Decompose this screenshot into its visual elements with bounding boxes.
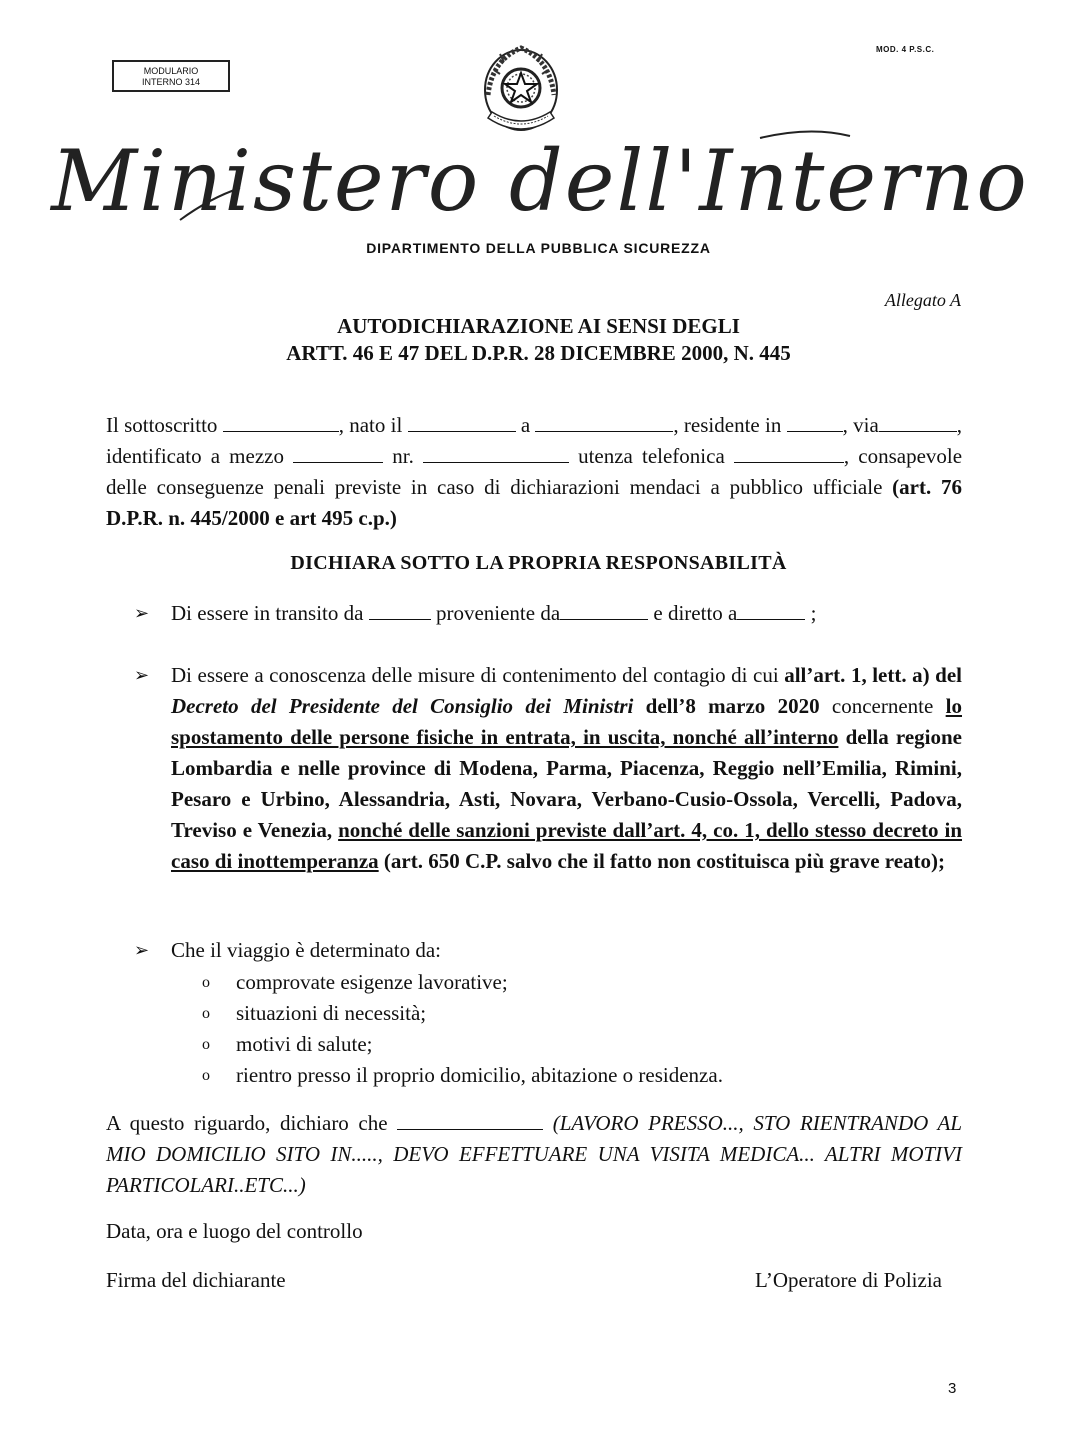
statement-examples: (LAVORO PRESSO..., STO RIENTRANDO AL MIO DOMICILIO SITO IN....., DEVO EFFETTUARE UNA VISITA MEDICA... ALTRI MOTIVI PARTICOLARI..ETC...) [106, 1111, 962, 1197]
italian-emblem-icon [480, 40, 562, 138]
origin-blank[interactable] [560, 598, 648, 620]
via-label: via [853, 413, 879, 437]
dpcm-title: Decreto del Presidente del Consiglio dei Ministri [171, 694, 634, 718]
reason-label: motivi di salute; [236, 1032, 373, 1056]
birthplace-label: a [520, 413, 531, 437]
phone-blank[interactable] [734, 441, 844, 463]
statement-blank[interactable] [397, 1108, 543, 1130]
reason-label: comprovate esigenze lavorative; [236, 970, 508, 994]
reason-item-health[interactable] [202, 1029, 723, 1060]
comma-text: , [842, 413, 848, 437]
travel-reason-bullet [134, 935, 962, 966]
title-line-1: AUTODICHIARAZIONE AI SENSI DEGLI [337, 314, 740, 338]
reason-item-necessity[interactable] [202, 998, 723, 1029]
awareness-bullet [134, 660, 962, 877]
regions-list: della regione Lombardia e nelle province di Modena, Parma, Piacenza, Reggio nell’Emilia, Rimini, Pesaro e Urbino, Alessandria, Asti, Novara, Verbano-Cusio-Ossola, Vercelli, Padova, Treviso e Venezia [171, 725, 962, 842]
statement-prefix: A questo riguardo, dichiaro che [106, 1111, 388, 1135]
officer-signature-label: L’Operatore di Polizia [754, 1268, 942, 1292]
residence-blank[interactable] [787, 410, 843, 432]
transit-bullet [134, 598, 962, 629]
modulario-box [112, 60, 230, 92]
residente-label: , residente in [673, 413, 782, 437]
page-number: 3 [948, 1380, 957, 1397]
ministry-script-heading [51, 128, 1029, 238]
awareness-text [171, 660, 962, 877]
id-number-blank[interactable] [423, 441, 569, 463]
transit-from-label: Di essere in transito da [171, 601, 364, 625]
reason-item-return-home[interactable] [202, 1060, 723, 1091]
arrow-bullet-icon: ➢ [134, 940, 150, 960]
destination-label: e diretto a [653, 601, 738, 625]
ministry-name: Ministero dell'Interno [51, 132, 1029, 230]
title-line-2: ARTT. 46 E 47 DEL D.P.R. 28 DICEMBRE 2000, N. 445 [286, 341, 791, 365]
declaration-heading: DICHIARA SOTTO LA PROPRIA RESPONSABILITÀ [290, 552, 787, 574]
dpcm-date: dell’8 marzo 2020 [633, 694, 820, 718]
circle-bullet-icon: o [202, 1005, 210, 1022]
phone-label: utenza telefonica [578, 444, 725, 468]
travel-reason-text: Che il viaggio è determinato da: [171, 938, 442, 962]
consapevole-text: , consapevole delle conseguenze penali previste in caso di dichiarazioni mendaci a pubblico ufficiale [106, 444, 963, 499]
destination-blank[interactable] [737, 598, 805, 620]
declarant-signature-label: Firma del dichiarante [106, 1268, 286, 1292]
circle-bullet-icon: o [202, 1067, 210, 1084]
nato-label: , nato il [338, 413, 403, 437]
modulario-label: MODULARIO [143, 66, 199, 76]
arrow-bullet-icon: ➢ [134, 603, 150, 623]
circle-bullet-icon: o [202, 1036, 210, 1053]
awareness-comma: , [326, 818, 339, 842]
annex-label: Allegato A [884, 290, 961, 310]
name-blank[interactable] [223, 410, 339, 432]
form-code: MOD. 4 P.S.C. [876, 45, 935, 54]
transit-text [171, 598, 962, 629]
movement-clause: lo spostamento delle persone fisiche in entrata, in uscita, nonché all’interno [171, 694, 962, 749]
birthplace-blank[interactable] [535, 410, 673, 432]
document-title [0, 313, 1077, 367]
interno-label: INTERNO 314 [141, 77, 201, 87]
awareness-article: all’art. 1, lett. a) del [784, 663, 962, 687]
id-document-blank[interactable] [293, 441, 383, 463]
awareness-text-1: Di essere a conoscenza delle misure di contenimento del contagio di cui [171, 663, 785, 687]
reason-item-work[interactable] [202, 967, 723, 998]
circle-bullet-icon: o [202, 974, 210, 991]
semicolon-text: ; [810, 601, 817, 625]
sottoscritto-label: Il sottoscritto [106, 413, 218, 437]
transit-from-blank[interactable] [369, 598, 431, 620]
declarant-paragraph [106, 410, 962, 534]
date-place-label: Data, ora e luogo del controllo [106, 1219, 363, 1243]
origin-label: proveniente da [435, 601, 561, 625]
birthdate-blank[interactable] [408, 410, 516, 432]
arrow-bullet-icon: ➢ [134, 665, 150, 685]
department-name: DIPARTIMENTO DELLA PUBBLICA SICUREZZA [366, 240, 711, 256]
nr-label: nr. [392, 444, 414, 468]
reason-label: situazioni di necessità; [236, 1001, 427, 1025]
reason-label: rientro presso il proprio domicilio, abitazione o residenza. [236, 1063, 723, 1087]
sanctions-clause: nonché delle sanzioni previste dall’art. 4, co. 1, dello stesso decreto in caso di inottemperanza [171, 818, 963, 873]
legal-reference: (art. 76 D.P.R. n. 445/2000 e art 495 c.p.) [106, 475, 962, 530]
street-blank[interactable] [879, 410, 957, 432]
awareness-text-2: concernente [819, 694, 946, 718]
identificato-label: , identificato a mezzo [106, 413, 963, 468]
statement-paragraph [106, 1108, 962, 1201]
reason-list [202, 967, 723, 1091]
penal-code-note: (art. 650 C.P. salvo che il fatto non costituisca più grave reato); [378, 849, 946, 873]
